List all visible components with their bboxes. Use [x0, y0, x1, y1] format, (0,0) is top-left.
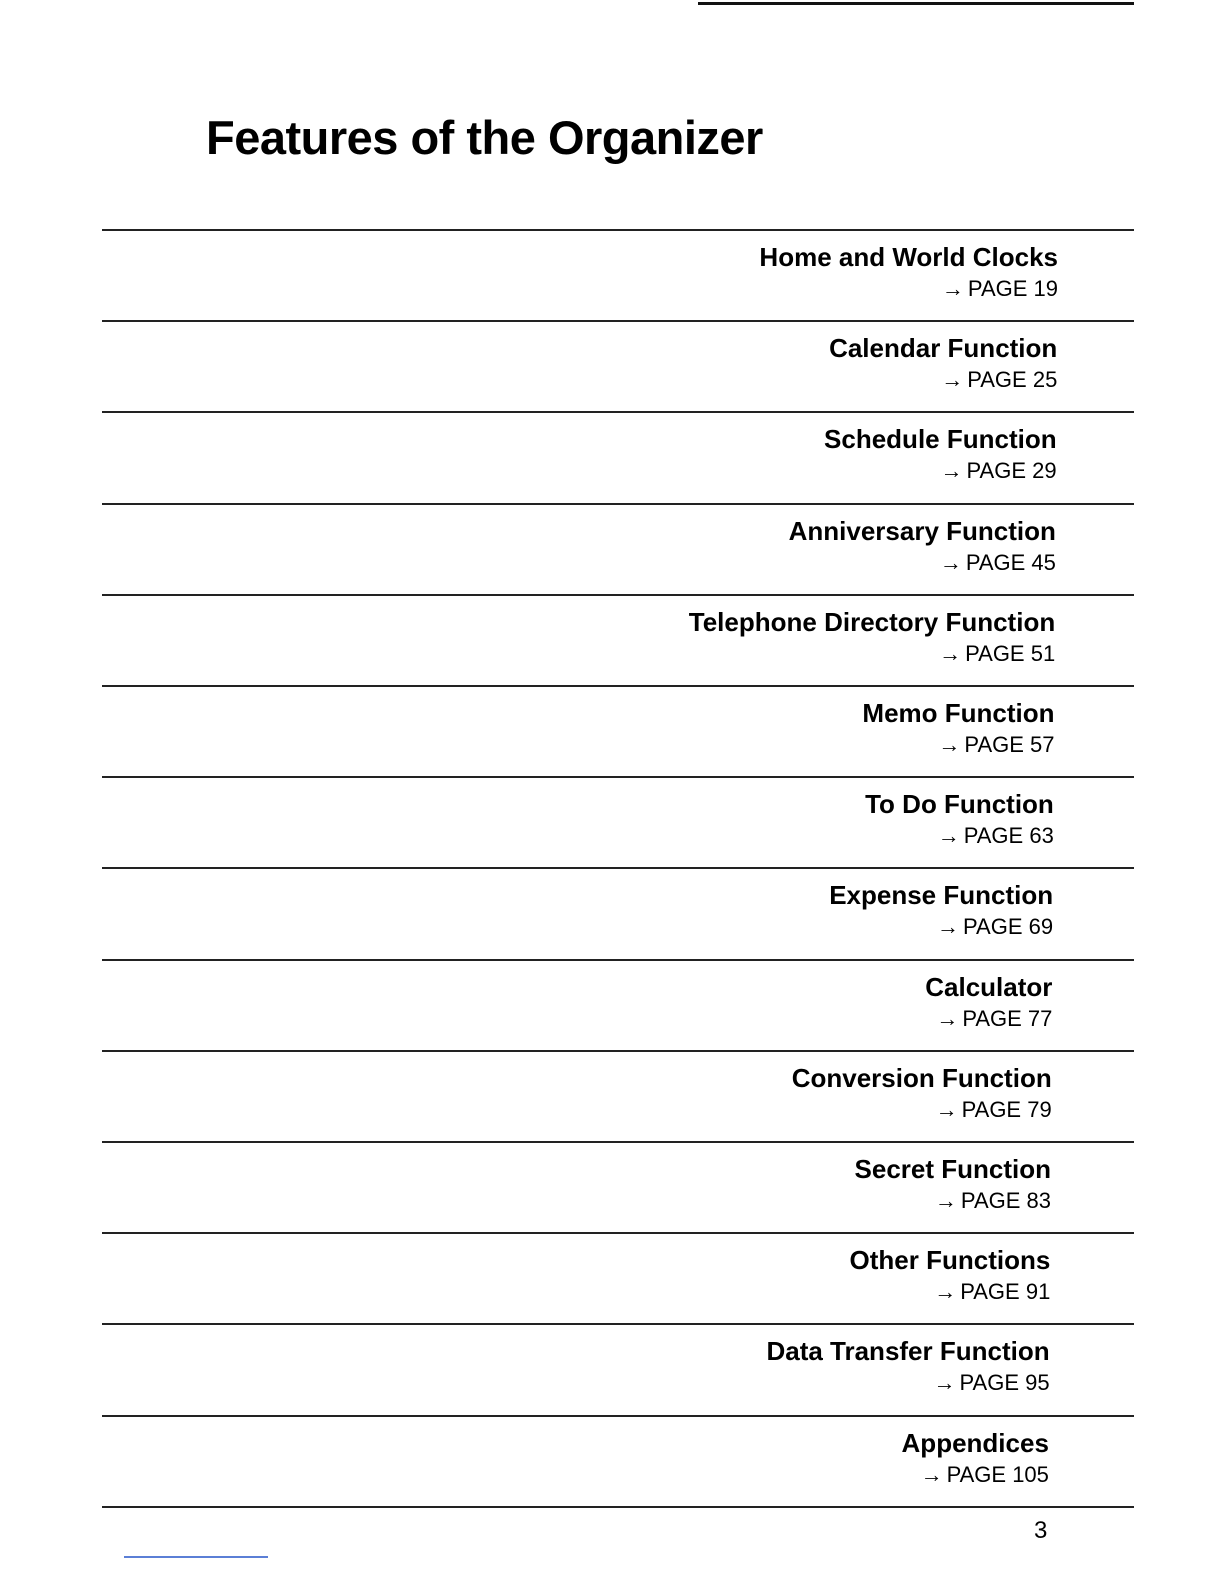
- page-reference: PAGE 105: [946, 1461, 1049, 1487]
- entry-title: Appendices: [901, 1427, 1049, 1458]
- toc-entry[interactable]: [453, 879, 1053, 942]
- arrow-right-icon: →: [934, 1279, 957, 1305]
- toc-entry[interactable]: [450, 1244, 1050, 1307]
- page-reference: PAGE 95: [959, 1370, 1050, 1396]
- divider-line: [102, 411, 1134, 413]
- divider-line: [102, 685, 1134, 687]
- entry-page-ref: [451, 1186, 1051, 1216]
- arrow-right-icon: →: [935, 1096, 958, 1122]
- entry-page-ref: [453, 912, 1053, 942]
- entry-title: Telephone Directory Function: [688, 606, 1056, 637]
- page-reference: PAGE 51: [965, 640, 1056, 666]
- toc-entry[interactable]: [451, 1153, 1051, 1216]
- toc-entry[interactable]: [457, 423, 1057, 486]
- arrow-right-icon: →: [934, 1188, 957, 1213]
- arrow-right-icon: →: [941, 276, 964, 301]
- toc-entry[interactable]: [449, 1427, 1049, 1490]
- arrow-right-icon: →: [937, 914, 960, 940]
- toc-entry[interactable]: [452, 1062, 1052, 1125]
- entry-title: Conversion Function: [791, 1062, 1052, 1093]
- entry-page-ref: [454, 821, 1054, 851]
- arrow-right-icon: →: [920, 1461, 943, 1487]
- page-reference: PAGE 63: [963, 823, 1054, 849]
- entry-title: Expense Function: [829, 880, 1054, 911]
- arrow-right-icon: →: [937, 823, 960, 849]
- entry-title: Secret Function: [854, 1154, 1051, 1184]
- entry-page-ref: [457, 365, 1057, 395]
- entry-page-ref: [455, 639, 1055, 669]
- entry-title: Calculator: [925, 971, 1053, 1002]
- divider-line: [102, 229, 1134, 231]
- entry-title: To Do Function: [865, 789, 1054, 820]
- page-reference: PAGE 29: [966, 458, 1057, 484]
- divider-line: [102, 320, 1134, 322]
- divider-line: [102, 1506, 1134, 1508]
- entry-page-ref: [450, 1277, 1050, 1307]
- entry-page-ref: [458, 274, 1058, 304]
- entry-page-ref: [450, 1368, 1050, 1398]
- page-reference: PAGE 83: [960, 1188, 1051, 1213]
- arrow-right-icon: →: [940, 458, 963, 484]
- toc-entry[interactable]: [454, 788, 1054, 851]
- page-reference: PAGE 57: [964, 732, 1055, 757]
- divider-line: [102, 959, 1134, 961]
- toc-entry[interactable]: [450, 1335, 1050, 1398]
- divider-line: [102, 503, 1134, 505]
- divider-line: [102, 1232, 1134, 1234]
- page-number: 3: [1034, 1517, 1048, 1544]
- divider-line: [102, 776, 1134, 778]
- arrow-right-icon: →: [939, 640, 962, 666]
- divider-line: [102, 1141, 1134, 1143]
- page-reference: PAGE 79: [961, 1096, 1052, 1122]
- arrow-right-icon: →: [939, 549, 962, 575]
- toc-entry[interactable]: [456, 515, 1056, 578]
- page-reference: PAGE 25: [967, 367, 1058, 393]
- entry-page-ref: [457, 456, 1057, 486]
- page-reference: PAGE 69: [963, 914, 1054, 940]
- entry-title: Home and World Clocks: [759, 242, 1058, 272]
- divider-line: [102, 1050, 1134, 1052]
- toc-entry[interactable]: [455, 697, 1055, 760]
- entry-page-ref: [452, 1004, 1052, 1034]
- arrow-right-icon: →: [933, 1370, 956, 1396]
- bottom-rule: [124, 1556, 268, 1558]
- entry-title: Memo Function: [862, 698, 1055, 728]
- toc-entry[interactable]: [452, 971, 1052, 1034]
- divider-line: [102, 594, 1134, 596]
- toc-entry[interactable]: [457, 332, 1057, 395]
- arrow-right-icon: →: [936, 1005, 959, 1031]
- toc-entry[interactable]: [458, 241, 1058, 304]
- divider-line: [102, 867, 1134, 869]
- entry-title: Anniversary Function: [788, 515, 1056, 546]
- entry-page-ref: [455, 730, 1055, 760]
- divider-line: [102, 1323, 1134, 1325]
- entry-page-ref: [456, 548, 1056, 578]
- page-reference: PAGE 45: [965, 549, 1056, 575]
- entry-title: Data Transfer Function: [766, 1336, 1050, 1367]
- entry-page-ref: [452, 1095, 1052, 1125]
- page-title: Features of the Organizer: [206, 111, 763, 164]
- arrow-right-icon: →: [938, 732, 961, 757]
- page-reference: PAGE 91: [960, 1279, 1051, 1305]
- entry-title: Other Functions: [849, 1245, 1051, 1276]
- arrow-right-icon: →: [941, 367, 964, 393]
- entry-title: Calendar Function: [829, 333, 1058, 364]
- page-reference: PAGE 19: [967, 276, 1058, 301]
- toc-entry[interactable]: [455, 606, 1055, 669]
- entry-page-ref: [449, 1460, 1049, 1490]
- page-reference: PAGE 77: [962, 1005, 1053, 1031]
- entry-title: Schedule Function: [824, 424, 1057, 455]
- divider-line: [102, 1415, 1134, 1417]
- top-rule: [698, 2, 1134, 5]
